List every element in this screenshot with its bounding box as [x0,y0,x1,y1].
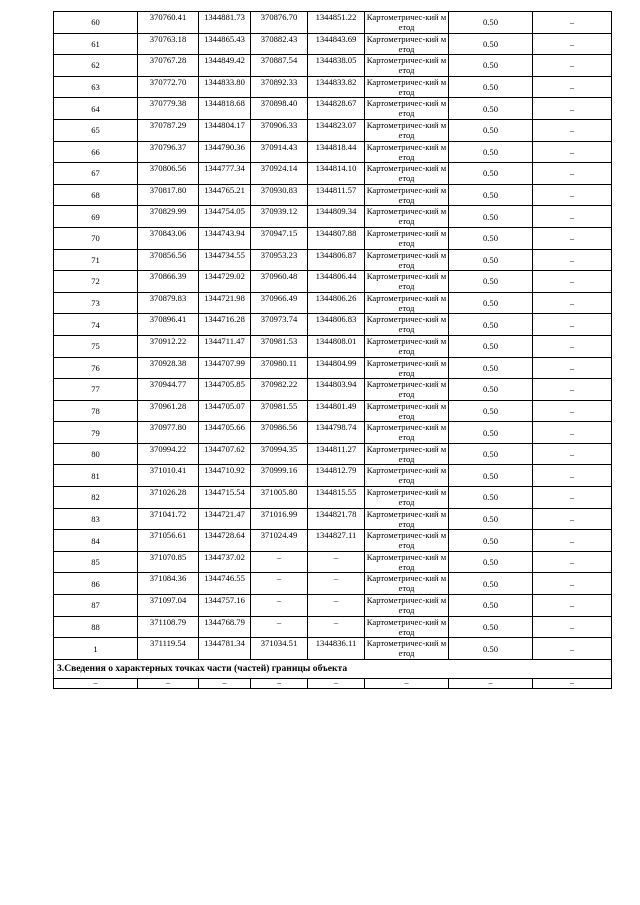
cell-description: – [533,595,612,617]
table-row [54,227,612,249]
cell-x-coordinate: 370928.38 [138,357,199,379]
cell-point-number: 1 [54,638,138,660]
cell-precision: 0.50 [449,551,533,573]
table-row [54,595,612,617]
table-row [54,292,612,314]
cell-x-coordinate: 370961.28 [138,400,199,422]
cell-x-coordinate: 371010.41 [138,465,199,487]
cell-precision: 0.50 [449,98,533,120]
cell-description: – [533,271,612,293]
cell-precision: 0.50 [449,638,533,660]
cell-point-number: 85 [54,551,138,573]
cell-method: Картометричес-кий метод [365,443,449,465]
cell-x-coordinate: 370879.83 [138,292,199,314]
cell-description: – [533,678,612,688]
cell-precision: 0.50 [449,76,533,98]
cell-description: – [533,357,612,379]
cell-y-coordinate: 1344710.92 [199,465,251,487]
cell-description: – [533,184,612,206]
cell-description: – [533,119,612,141]
cell-x-coordinate: 370767.28 [138,55,199,77]
cell-description: – [533,443,612,465]
cell-x-coordinate: 371026.28 [138,487,199,509]
cell-description: – [533,141,612,163]
cell-method: Картометричес-кий метод [365,119,449,141]
cell-description: – [533,616,612,638]
table-row [54,551,612,573]
cell-point-number: 70 [54,227,138,249]
cell-y-coordinate-new: – [308,678,365,688]
table-row [54,55,612,77]
cell-x-coordinate: 370760.41 [138,12,199,34]
cell-precision: 0.50 [449,33,533,55]
cell-y-coordinate: 1344781.34 [199,638,251,660]
table-row [54,443,612,465]
cell-y-coordinate-new: 1344838.05 [308,55,365,77]
cell-x-coordinate: 370829.99 [138,206,199,228]
cell-description: – [533,33,612,55]
cell-method: Картометричес-кий метод [365,163,449,185]
table-row [54,76,612,98]
cell-point-number: 67 [54,163,138,185]
cell-y-coordinate: 1344746.55 [199,573,251,595]
cell-description: – [533,530,612,552]
cell-precision: 0.50 [449,292,533,314]
cell-y-coordinate: 1344715.54 [199,487,251,509]
cell-x-coordinate-new: 371005.80 [251,487,308,509]
cell-precision: 0.50 [449,595,533,617]
cell-y-coordinate: 1344737.02 [199,551,251,573]
cell-x-coordinate: 370772.70 [138,76,199,98]
cell-description: – [533,227,612,249]
cell-description: – [533,55,612,77]
cell-x-coordinate: 371119.54 [138,638,199,660]
cell-description: – [533,98,612,120]
cell-precision: 0.50 [449,530,533,552]
cell-x-coordinate: 370977.80 [138,422,199,444]
document-page [53,11,611,689]
cell-y-coordinate: 1344734.55 [199,249,251,271]
cell-y-coordinate-new: 1344843.69 [308,33,365,55]
cell-precision: 0.50 [449,12,533,34]
cell-x-coordinate-new: 370892.33 [251,76,308,98]
cell-x-coordinate-new: 371016.99 [251,508,308,530]
cell-precision: 0.50 [449,141,533,163]
cell-description: – [533,508,612,530]
cell-method: Картометричес-кий метод [365,141,449,163]
cell-method: Картометричес-кий метод [365,530,449,552]
cell-precision: 0.50 [449,227,533,249]
cell-x-coordinate-new: 370960.48 [251,271,308,293]
cell-y-coordinate-new: 1344833.82 [308,76,365,98]
cell-point-number: 80 [54,443,138,465]
cell-y-coordinate: 1344757.16 [199,595,251,617]
cell-point-number: 71 [54,249,138,271]
cell-method: Картометричес-кий метод [365,271,449,293]
cell-x-coordinate: 370866.39 [138,271,199,293]
cell-x-coordinate-new: 370898.40 [251,98,308,120]
cell-method: Картометричес-кий метод [365,487,449,509]
cell-y-coordinate-new: 1344821.78 [308,508,365,530]
cell-point-number: 81 [54,465,138,487]
cell-x-coordinate-new: 370981.55 [251,400,308,422]
cell-description: – [533,163,612,185]
cell-method: Картометричес-кий метод [365,508,449,530]
cell-x-coordinate-new: 370982.22 [251,379,308,401]
cell-y-coordinate: 1344705.66 [199,422,251,444]
cell-y-coordinate-new: 1344806.87 [308,249,365,271]
cell-point-number: 62 [54,55,138,77]
cell-point-number: 86 [54,573,138,595]
cell-method: – [365,678,449,688]
cell-method: Картометричес-кий метод [365,595,449,617]
cell-x-coordinate: 371041.72 [138,508,199,530]
cell-point-number: 72 [54,271,138,293]
cell-x-coordinate-new: 370914.43 [251,141,308,163]
cell-point-number: 74 [54,314,138,336]
cell-description: – [533,379,612,401]
cell-description: – [533,314,612,336]
cell-description: – [533,76,612,98]
table-row [54,314,612,336]
cell-precision: 0.50 [449,335,533,357]
cell-y-coordinate-new: 1344798.74 [308,422,365,444]
table-row [54,98,612,120]
cell-y-coordinate-new: 1344807.88 [308,227,365,249]
cell-x-coordinate-new: 370999.16 [251,465,308,487]
cell-y-coordinate-new: 1344851.22 [308,12,365,34]
cell-x-coordinate-new: – [251,595,308,617]
cell-point-number: 83 [54,508,138,530]
cell-y-coordinate: 1344765.21 [199,184,251,206]
cell-x-coordinate: 371070.85 [138,551,199,573]
table-row [54,119,612,141]
table-row [54,271,612,293]
cell-description: – [533,249,612,271]
cell-description: – [533,292,612,314]
cell-precision: 0.50 [449,206,533,228]
cell-point-number: 78 [54,400,138,422]
cell-x-coordinate: 370856.56 [138,249,199,271]
cell-precision: 0.50 [449,573,533,595]
table-row [54,249,612,271]
cell-x-coordinate-new: 370981.53 [251,335,308,357]
cell-description: – [533,465,612,487]
cell-method: Картометричес-кий метод [365,76,449,98]
cell-x-coordinate: 370763.18 [138,33,199,55]
table-row [54,487,612,509]
cell-x-coordinate-new: 370980.11 [251,357,308,379]
cell-y-coordinate: 1344728.64 [199,530,251,552]
cell-x-coordinate: 370817.80 [138,184,199,206]
points-table [53,11,612,689]
cell-point-number: 87 [54,595,138,617]
cell-y-coordinate-new: 1344827.11 [308,530,365,552]
cell-precision: 0.50 [449,163,533,185]
cell-y-coordinate-new: 1344814.10 [308,163,365,185]
cell-point-number: 66 [54,141,138,163]
cell-x-coordinate: 370796.37 [138,141,199,163]
cell-y-coordinate: 1344777.34 [199,163,251,185]
cell-x-coordinate-new: 370966.49 [251,292,308,314]
cell-precision: 0.50 [449,249,533,271]
cell-method: Картометричес-кий метод [365,55,449,77]
cell-x-coordinate-new: 370876.70 [251,12,308,34]
cell-y-coordinate: 1344881.73 [199,12,251,34]
cell-method: Картометричес-кий метод [365,551,449,573]
cell-precision: 0.50 [449,465,533,487]
cell-point-number: 63 [54,76,138,98]
cell-y-coordinate-new: – [308,551,365,573]
cell-y-coordinate-new: 1344808.01 [308,335,365,357]
cell-x-coordinate: 371097.04 [138,595,199,617]
cell-point-number: 88 [54,616,138,638]
cell-precision: 0.50 [449,379,533,401]
cell-point-number: 64 [54,98,138,120]
cell-y-coordinate: 1344833.80 [199,76,251,98]
cell-x-coordinate: 370944.77 [138,379,199,401]
cell-point-number: 61 [54,33,138,55]
cell-x-coordinate-new: 370882.43 [251,33,308,55]
section-title: 3.Сведения о характерных точках части (частей) границы объекта [54,659,612,678]
cell-point-number: 68 [54,184,138,206]
cell-method: Картометричес-кий метод [365,33,449,55]
table-row [54,163,612,185]
cell-x-coordinate-new: – [251,551,308,573]
cell-y-coordinate-new: 1344811.27 [308,443,365,465]
cell-y-coordinate-new: 1344828.67 [308,98,365,120]
cell-y-coordinate-new: 1344806.44 [308,271,365,293]
cell-x-coordinate-new: 371034.51 [251,638,308,660]
table-row [54,184,612,206]
cell-method: Картометричес-кий метод [365,206,449,228]
cell-method: Картометричес-кий метод [365,573,449,595]
cell-y-coordinate: 1344721.47 [199,508,251,530]
cell-y-coordinate: 1344849.42 [199,55,251,77]
cell-x-coordinate-new: 370924.14 [251,163,308,185]
cell-method: Картометричес-кий метод [365,314,449,336]
cell-y-coordinate-new: 1344806.83 [308,314,365,336]
table-row [54,206,612,228]
cell-x-coordinate-new: 371024.49 [251,530,308,552]
cell-x-coordinate-new: 370939.12 [251,206,308,228]
cell-point-number: 77 [54,379,138,401]
cell-point-number: 75 [54,335,138,357]
cell-x-coordinate-new: 370994.35 [251,443,308,465]
cell-y-coordinate: 1344711.47 [199,335,251,357]
table-row [54,530,612,552]
cell-x-coordinate: – [138,678,199,688]
table-row [54,379,612,401]
cell-y-coordinate: 1344707.99 [199,357,251,379]
cell-x-coordinate: 371056.61 [138,530,199,552]
cell-method: Картометричес-кий метод [365,12,449,34]
cell-y-coordinate: – [199,678,251,688]
table-row [54,465,612,487]
cell-method: Картометричес-кий метод [365,400,449,422]
cell-method: Картометричес-кий метод [365,335,449,357]
cell-y-coordinate: 1344716.28 [199,314,251,336]
table-row [54,33,612,55]
cell-description: – [533,12,612,34]
cell-y-coordinate: 1344768.79 [199,616,251,638]
cell-y-coordinate: 1344707.62 [199,443,251,465]
cell-y-coordinate-new: 1344806.26 [308,292,365,314]
cell-point-number: 76 [54,357,138,379]
table-row [54,616,612,638]
table-row [54,335,612,357]
cell-x-coordinate-new: – [251,573,308,595]
cell-y-coordinate: 1344705.07 [199,400,251,422]
cell-y-coordinate: 1344865.43 [199,33,251,55]
cell-x-coordinate: 370787.29 [138,119,199,141]
cell-y-coordinate-new: 1344823.07 [308,119,365,141]
cell-y-coordinate-new: 1344803.94 [308,379,365,401]
cell-x-coordinate-new: 370930.83 [251,184,308,206]
cell-precision: 0.50 [449,271,533,293]
cell-point-number: 60 [54,12,138,34]
cell-y-coordinate-new: 1344801.49 [308,400,365,422]
cell-method: Картометричес-кий метод [365,465,449,487]
cell-precision: 0.50 [449,616,533,638]
table-row [54,400,612,422]
cell-point-number: – [54,678,138,688]
table-row [54,573,612,595]
cell-x-coordinate: 371084.36 [138,573,199,595]
cell-y-coordinate-new: 1344818.44 [308,141,365,163]
cell-y-coordinate-new: – [308,573,365,595]
cell-description: – [533,551,612,573]
table-body [54,12,612,660]
cell-x-coordinate: 371108.79 [138,616,199,638]
cell-precision: 0.50 [449,357,533,379]
cell-method: Картометричес-кий метод [365,249,449,271]
cell-point-number: 84 [54,530,138,552]
cell-x-coordinate: 370896.41 [138,314,199,336]
cell-precision: 0.50 [449,119,533,141]
cell-x-coordinate-new: 370906.33 [251,119,308,141]
cell-description: – [533,335,612,357]
cell-method: Картометричес-кий метод [365,357,449,379]
cell-x-coordinate-new: 370986.56 [251,422,308,444]
table-row [54,12,612,34]
cell-y-coordinate: 1344804.17 [199,119,251,141]
cell-point-number: 73 [54,292,138,314]
cell-point-number: 69 [54,206,138,228]
cell-y-coordinate: 1344743.94 [199,227,251,249]
cell-x-coordinate-new: 370887.54 [251,55,308,77]
cell-method: Картометричес-кий метод [365,616,449,638]
cell-y-coordinate: 1344818.68 [199,98,251,120]
cell-precision: 0.50 [449,443,533,465]
cell-y-coordinate-new: – [308,616,365,638]
cell-x-coordinate: 370994.22 [138,443,199,465]
cell-y-coordinate-new: 1344809.34 [308,206,365,228]
section-row [54,659,612,678]
cell-x-coordinate: 370843.06 [138,227,199,249]
table-row [54,357,612,379]
cell-method: Картометричес-кий метод [365,98,449,120]
cell-description: – [533,573,612,595]
empty-row [54,678,612,688]
cell-description: – [533,487,612,509]
cell-description: – [533,422,612,444]
cell-y-coordinate-new: 1344836.11 [308,638,365,660]
cell-method: Картометричес-кий метод [365,227,449,249]
cell-method: Картометричес-кий метод [365,184,449,206]
cell-x-coordinate: 370806.56 [138,163,199,185]
cell-x-coordinate-new: 370947.15 [251,227,308,249]
cell-precision: 0.50 [449,400,533,422]
cell-y-coordinate-new: 1344804.99 [308,357,365,379]
cell-precision: 0.50 [449,314,533,336]
cell-point-number: 82 [54,487,138,509]
cell-precision: 0.50 [449,487,533,509]
cell-y-coordinate-new: 1344812.79 [308,465,365,487]
cell-y-coordinate: 1344721.98 [199,292,251,314]
cell-x-coordinate: 370912.22 [138,335,199,357]
cell-y-coordinate-new: 1344815.55 [308,487,365,509]
cell-method: Картометричес-кий метод [365,638,449,660]
cell-description: – [533,400,612,422]
cell-x-coordinate: 370779.38 [138,98,199,120]
cell-y-coordinate: 1344705.85 [199,379,251,401]
cell-precision: 0.50 [449,508,533,530]
cell-precision: – [449,678,533,688]
cell-x-coordinate-new: – [251,678,308,688]
cell-y-coordinate: 1344754.05 [199,206,251,228]
cell-description: – [533,638,612,660]
cell-precision: 0.50 [449,184,533,206]
cell-description: – [533,206,612,228]
cell-method: Картометричес-кий метод [365,422,449,444]
cell-y-coordinate: 1344790.36 [199,141,251,163]
cell-point-number: 65 [54,119,138,141]
cell-precision: 0.50 [449,422,533,444]
cell-point-number: 79 [54,422,138,444]
cell-method: Картометричес-кий метод [365,379,449,401]
cell-x-coordinate-new: 370973.74 [251,314,308,336]
table-row [54,638,612,660]
table-row [54,422,612,444]
table-row [54,508,612,530]
cell-y-coordinate-new: – [308,595,365,617]
cell-precision: 0.50 [449,55,533,77]
cell-method: Картометричес-кий метод [365,292,449,314]
table-row [54,141,612,163]
cell-y-coordinate: 1344729.02 [199,271,251,293]
cell-x-coordinate-new: 370953.23 [251,249,308,271]
cell-x-coordinate-new: – [251,616,308,638]
cell-y-coordinate-new: 1344811.57 [308,184,365,206]
